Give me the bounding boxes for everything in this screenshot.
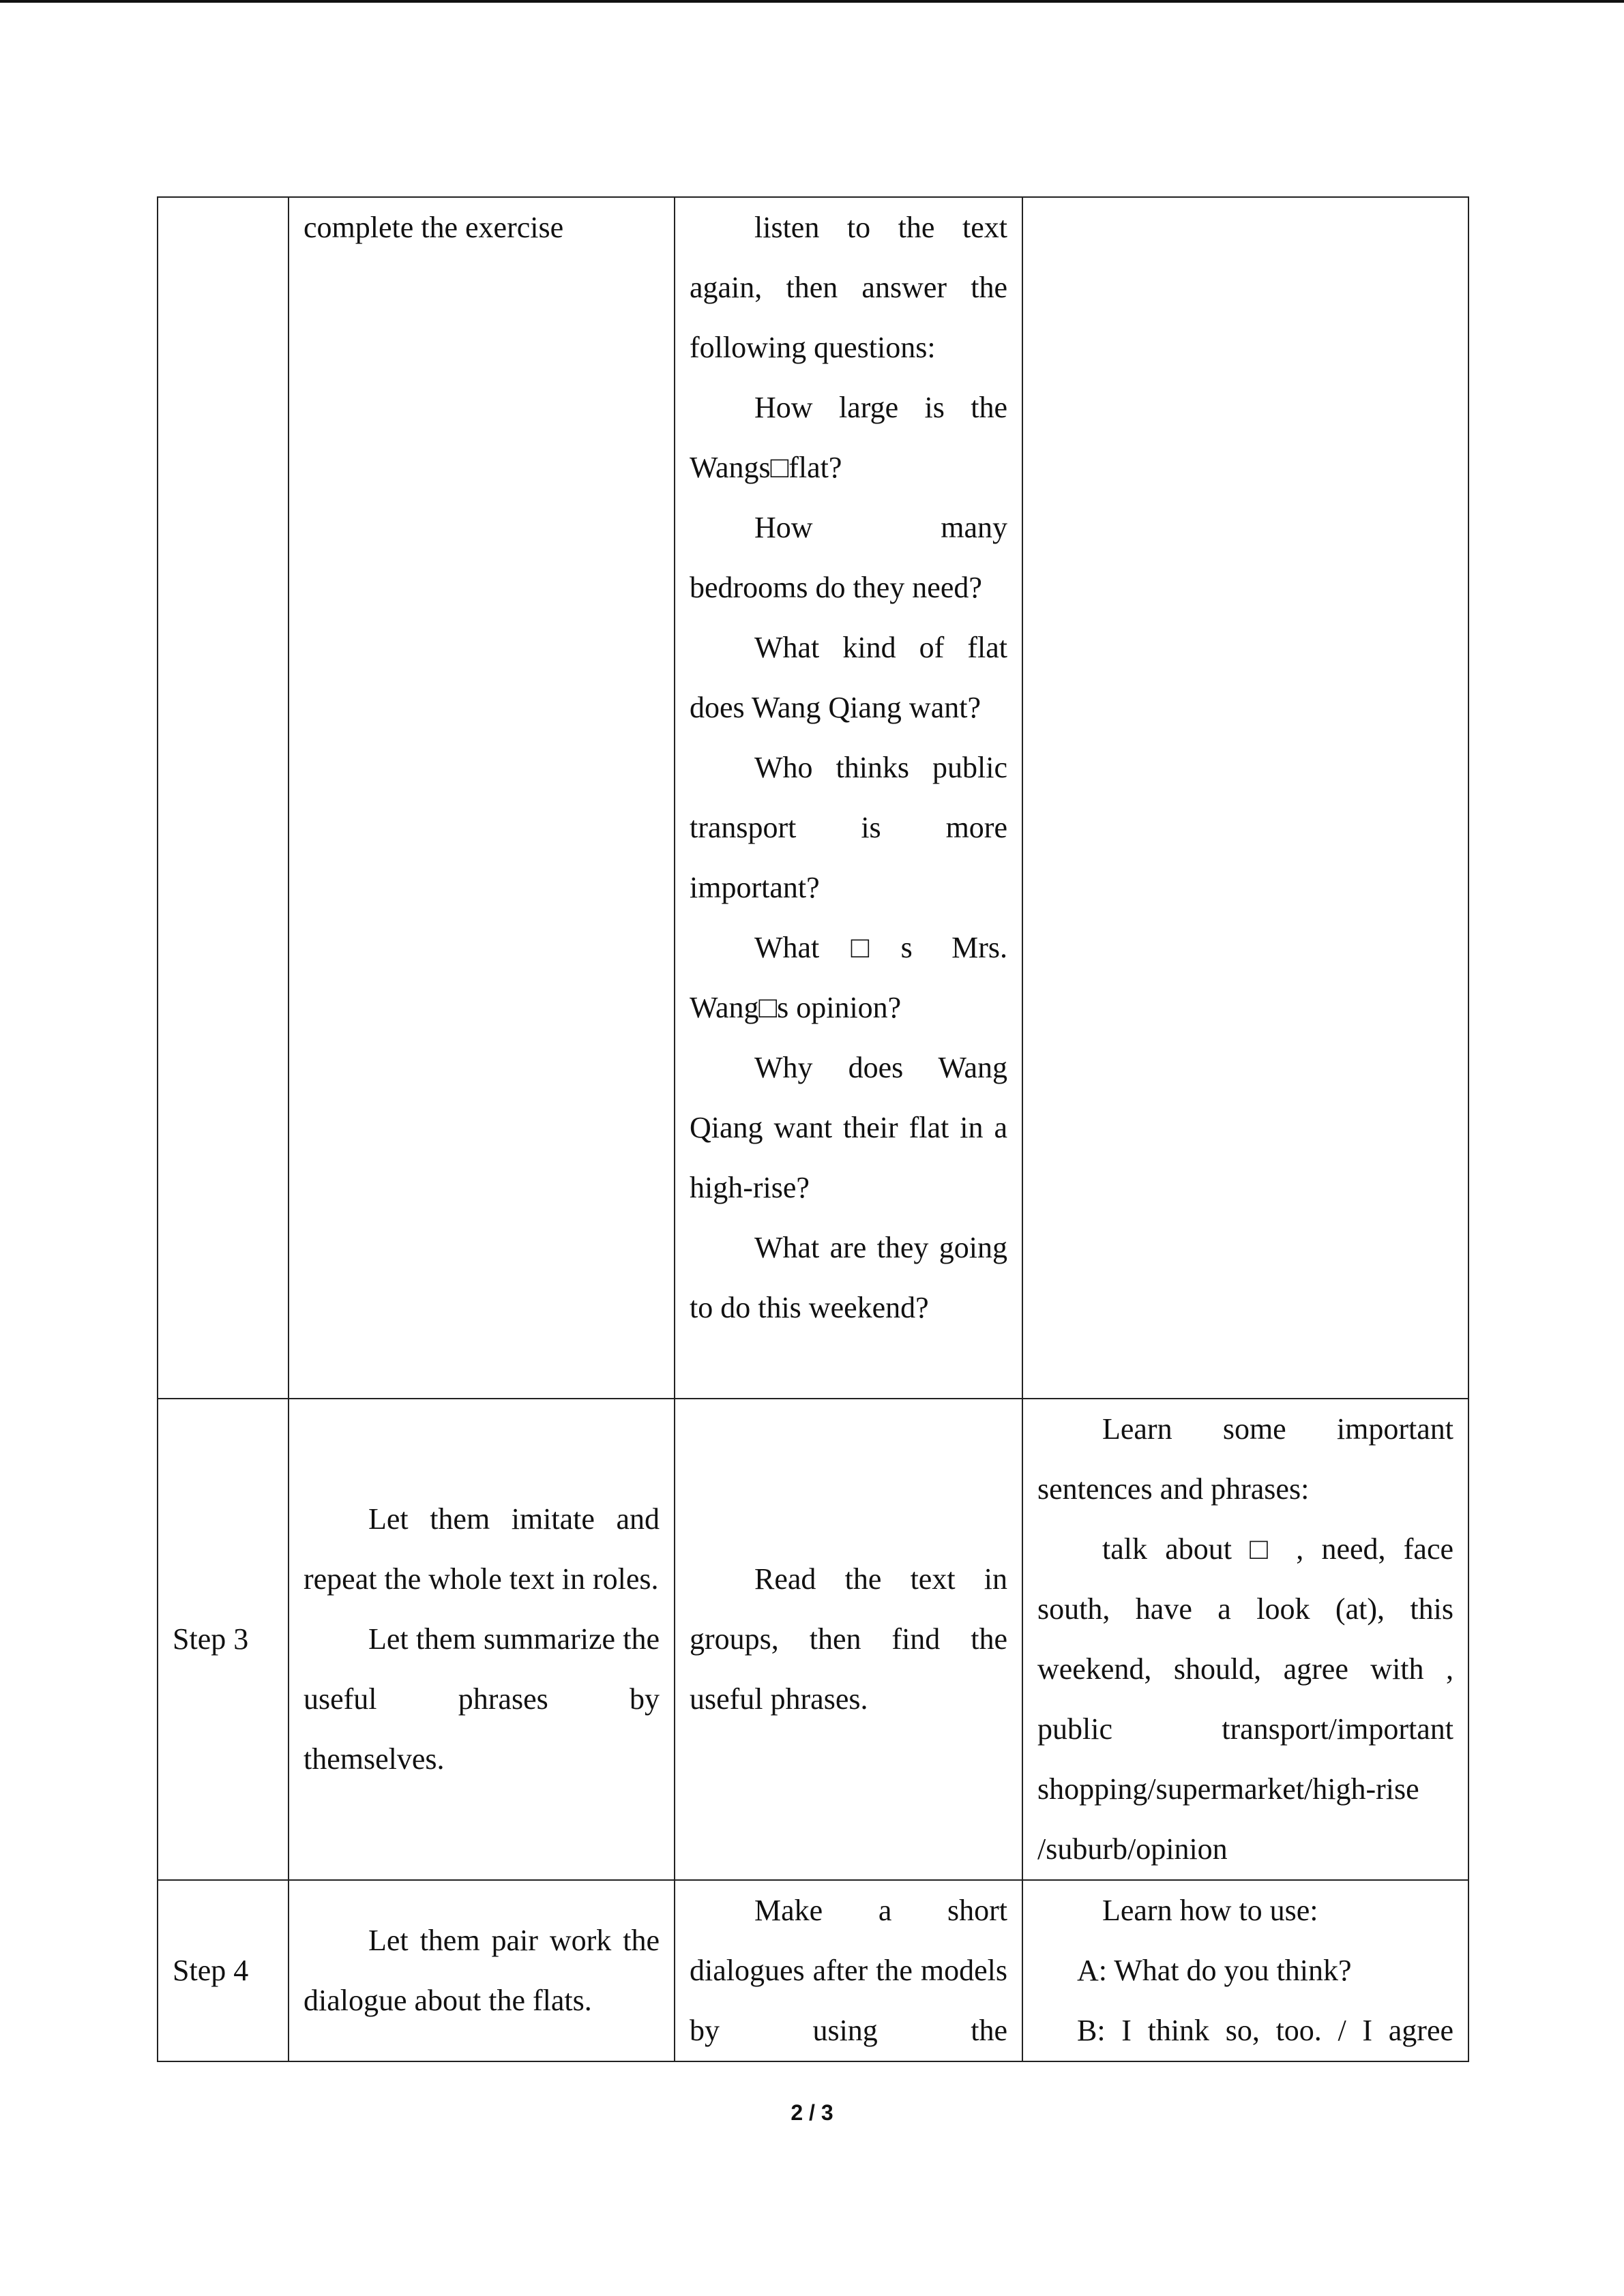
table-row bbox=[158, 1880, 1468, 2061]
teacher-activity-cell bbox=[289, 197, 675, 1399]
teacher-activity-cell bbox=[289, 1880, 675, 2061]
teacher-activity-cell bbox=[289, 1399, 675, 1880]
question-text: Who thinks public transport is more important? bbox=[690, 751, 1007, 904]
student-text-clip bbox=[690, 1881, 1007, 2061]
notes-text: B: I think so, too. / I agree bbox=[1077, 2014, 1453, 2047]
notes-text: talk about □ , need, face south, have a look (at), this weekend, should, agree with , public transport/important shopping/supermarket/high-rise /suburb/opinion bbox=[1037, 1532, 1453, 1866]
teacher-text: Let them imitate and repeat the whole text in roles. bbox=[304, 1502, 660, 1596]
teacher-text: Let them summarize the useful phrases by themselves. bbox=[304, 1622, 660, 1776]
student-activity-cell bbox=[675, 1399, 1022, 1880]
table-row bbox=[158, 1399, 1468, 1880]
teacher-text: complete the exercise bbox=[304, 211, 564, 244]
notes-cell bbox=[1022, 1399, 1468, 1880]
step-label: Step 4 bbox=[173, 1954, 249, 1987]
notes-cell bbox=[1022, 197, 1468, 1399]
question-text: How many bedrooms do they need? bbox=[690, 511, 1007, 604]
question-text: What kind of flat does Wang Qiang want? bbox=[690, 631, 1007, 724]
student-text: Make a short dialogues after the models by using the bbox=[690, 1894, 1007, 2047]
question-text: Why does Wang Qiang want their flat in a high-rise? bbox=[690, 1051, 1007, 1204]
table-row bbox=[158, 197, 1468, 1399]
notes-text: A: What do you think? bbox=[1077, 1954, 1352, 1987]
page-top-border bbox=[0, 0, 1624, 3]
notes-text: Learn some important sentences and phrases: bbox=[1037, 1412, 1453, 1506]
step-cell bbox=[158, 1399, 289, 1880]
question-text: What are they going to do this weekend? bbox=[690, 1231, 1007, 1324]
teacher-text: Let them pair work the dialogue about the flats. bbox=[304, 1924, 660, 2017]
question-text: How large is the Wangs□flat? bbox=[690, 391, 1007, 484]
student-activity-cell bbox=[675, 1880, 1022, 2061]
student-text: Read the text in groups, then find the useful phrases. bbox=[690, 1562, 1007, 1716]
notes-cell bbox=[1022, 1880, 1468, 2061]
step-label: Step 3 bbox=[173, 1622, 249, 1656]
student-activity-cell bbox=[675, 197, 1022, 1399]
notes-text: Learn how to use: bbox=[1102, 1894, 1318, 1927]
lesson-plan-table bbox=[157, 196, 1469, 2062]
question-text: What□s Mrs. Wang□s opinion? bbox=[690, 931, 1007, 1024]
page-number: 2 / 3 bbox=[791, 2100, 833, 2125]
notes-text-clip bbox=[1037, 1881, 1453, 2061]
step-cell bbox=[158, 197, 289, 1399]
step-cell bbox=[158, 1880, 289, 2061]
question-text: listen to the text again, then answer the following questions: bbox=[690, 211, 1007, 364]
